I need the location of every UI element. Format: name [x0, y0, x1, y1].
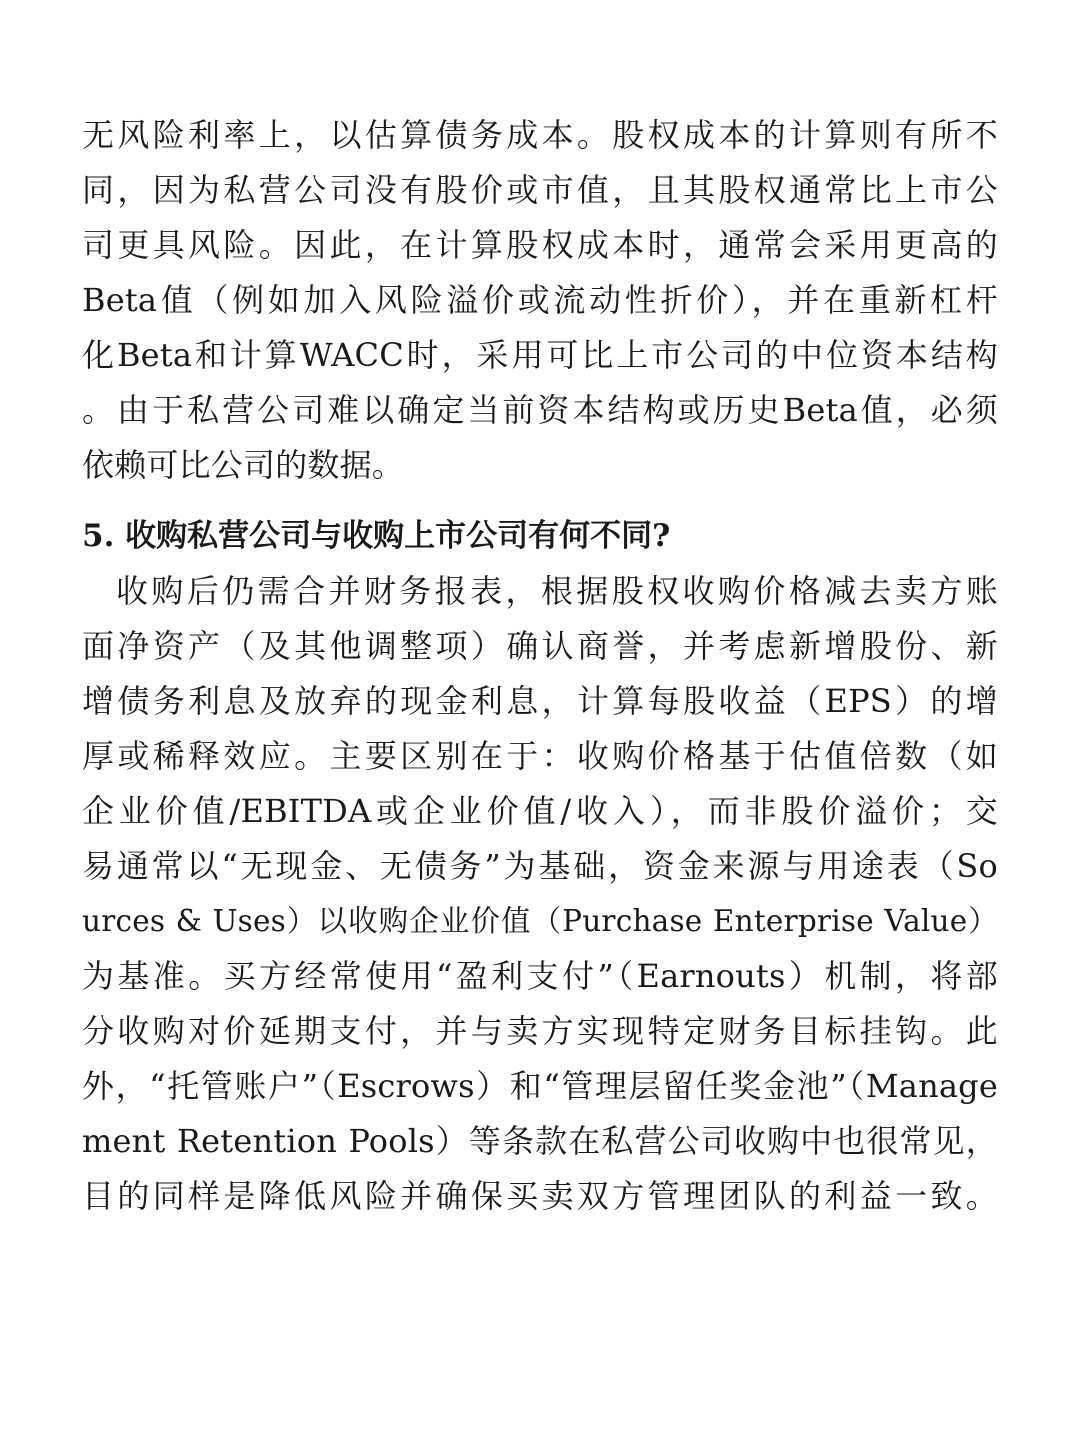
paragraph-line: 为基准。买方经常使用“盈利支付”（Earnouts）机制，将部 [82, 957, 998, 995]
question-heading: 5. 收购私营公司与收购上市公司有何不同? [82, 518, 671, 554]
paragraph-line: 企业价值/EBITDA或企业价值/收入），而非股价溢价；交 [82, 792, 998, 830]
paragraph-cost-of-capital [82, 108, 998, 493]
paragraph-line: ment Retention Pools）等条款在私营公司收购中也很常见， [82, 1122, 998, 1160]
paragraph-private-acquisition [82, 564, 998, 1224]
paragraph-line: 化Beta和计算WACC时，采用可比上市公司的中位资本结构 [82, 336, 998, 374]
paragraph-line: urces & Uses）以收购企业价值（Purchase Enterprise Value） [82, 904, 998, 938]
paragraph-line: 易通常以“无现金、无债务”为基础，资金来源与用途表（So [82, 847, 998, 885]
paragraph-line: 同，因为私营公司没有股价或市值，且其股权通常比上市公 [82, 171, 998, 209]
paragraph-line: 分收购对价延期支付，并与卖方实现特定财务目标挂钩。此 [82, 1012, 998, 1050]
section-spacer [82, 493, 998, 508]
paragraph-line: 司更具风险。因此，在计算股权成本时，通常会采用更高的 [82, 226, 998, 264]
document-page [82, 108, 998, 1224]
paragraph-line: 外，“托管账户”（Escrows）和“管理层留任奖金池”（Manage [82, 1067, 998, 1105]
paragraph-line: 。由于私营公司难以确定当前资本结构或历史Beta值，必须 [82, 391, 998, 429]
paragraph-line: 目的同样是降低风险并确保买卖双方管理团队的利益一致。 [82, 1177, 998, 1215]
paragraph-line: 依赖可比公司的数据。 [82, 446, 405, 484]
paragraph-line: 面净资产（及其他调整项）确认商誉，并考虑新增股份、新 [82, 627, 998, 665]
paragraph-line: 无风险利率上，以估算债务成本。股权成本的计算则有所不 [82, 116, 998, 154]
paragraph-line: 厚或稀释效应。主要区别在于：收购价格基于估值倍数（如 [82, 737, 998, 775]
paragraph-line: Beta值（例如加入风险溢价或流动性折价），并在重新杠杆 [82, 281, 998, 319]
paragraph-line: 收购后仍需合并财务报表，根据股权收购价格减去卖方账 [116, 572, 998, 610]
paragraph-line: 增债务利息及放弃的现金利息，计算每股收益（EPS）的增 [82, 682, 998, 720]
